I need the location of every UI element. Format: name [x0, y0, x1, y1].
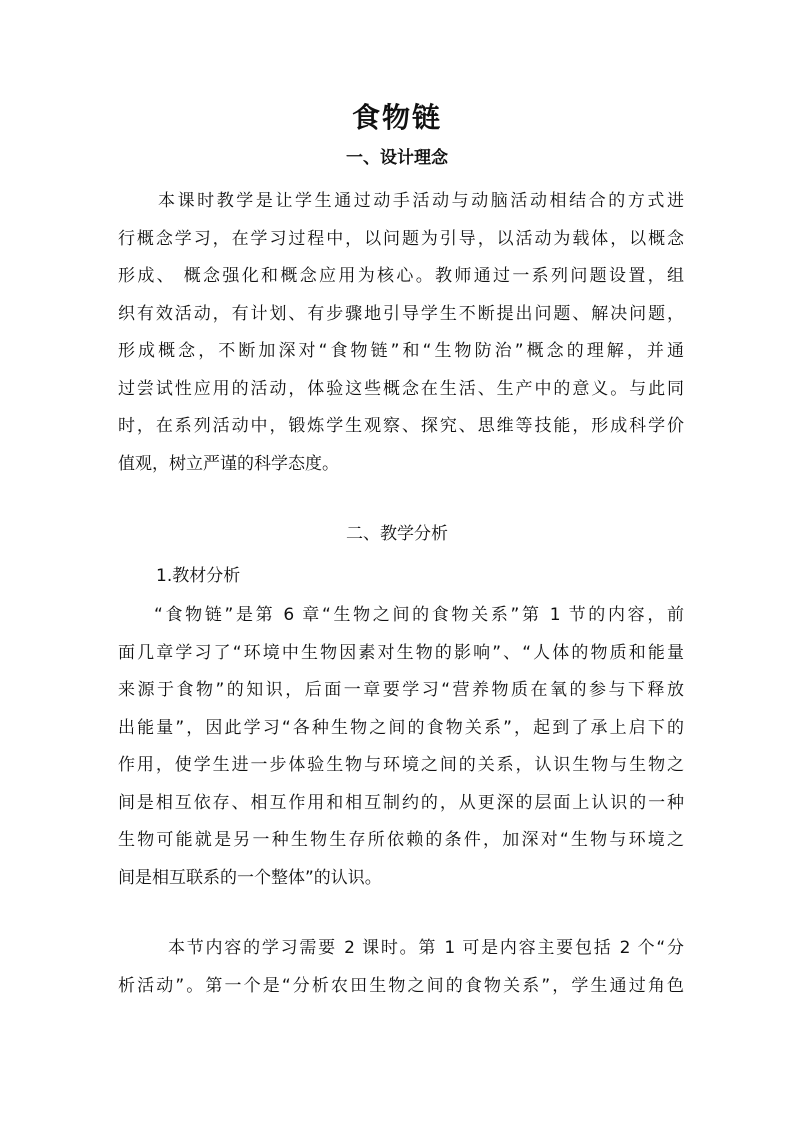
paragraph-line: 作用，使学生进一步体验生物与环境之间的关系，认识生物与生物之	[118, 755, 684, 775]
paragraph-line: 析活动”。第一个是“分析农田生物之间的食物关系”，学生通过角色	[118, 975, 684, 996]
paragraph-line: 形成、 概念强化和概念应用为核心。教师通过一系列问题设置，组	[118, 266, 684, 286]
paragraph-line: 形成概念，不断加深对“食物链”和“生物防治”概念的理解，并通	[118, 341, 684, 361]
paragraph-line: 来源于食物”的知识，后面一章要学习“营养物质在氧的参与下释放	[118, 680, 684, 700]
paragraph-line: 值观，树立严谨的科学态度。	[118, 453, 339, 474]
paragraph-line: 本节内容的学习需要 2 课时。第 1 可是内容主要包括 2 个“分	[168, 938, 684, 958]
section-heading-design-concept: 一、设计理念	[346, 148, 448, 168]
paragraph-line: 出能量”，因此学习“各种生物之间的食物关系”，起到了承上启下的	[118, 717, 684, 738]
lesson-hours-paragraph	[118, 930, 684, 1005]
paragraph-line: 间是相互依存、相互作用和相互制约的，从更深的层面上认识的一种	[118, 792, 684, 813]
paragraph-line: 间是相互联系的一个整体”的认识。	[118, 867, 382, 888]
page-title: 食物链	[351, 101, 442, 134]
paragraph-line: 生物可能就是另一种生物生存所依赖的条件，加深对“生物与环境之	[118, 830, 684, 850]
paragraph-line: 行概念学习，在学习过程中，以问题为引导，以活动为载体，以概念	[118, 228, 684, 249]
design-concept-paragraph	[118, 183, 684, 483]
paragraph-line: “食物链”是第 6 章“生物之间的食物关系”第 1 节的内容，前	[154, 605, 684, 625]
paragraph-line: 面几章学习了“环境中生物因素对生物的影响”、“人体的物质和能量	[118, 642, 684, 663]
section-heading-teaching-analysis: 二、教学分析	[346, 524, 448, 544]
paragraph-line: 本课时教学是让学生通过动手活动与动脑活动相结合的方式进	[158, 191, 684, 211]
paragraph-line: 过尝试性应用的活动，体验这些概念在生活、生产中的意义。与此同	[118, 378, 684, 399]
subheading-textbook-analysis: 1.教材分析	[156, 566, 241, 586]
paragraph-line: 时，在系列活动中，锻炼学生观察、探究、思维等技能，形成科学价	[118, 416, 684, 436]
textbook-analysis-paragraph	[118, 597, 684, 897]
paragraph-line: 织有效活动，有计划、有步骤地引导学生不断提出问题、解决问题，	[118, 303, 684, 324]
